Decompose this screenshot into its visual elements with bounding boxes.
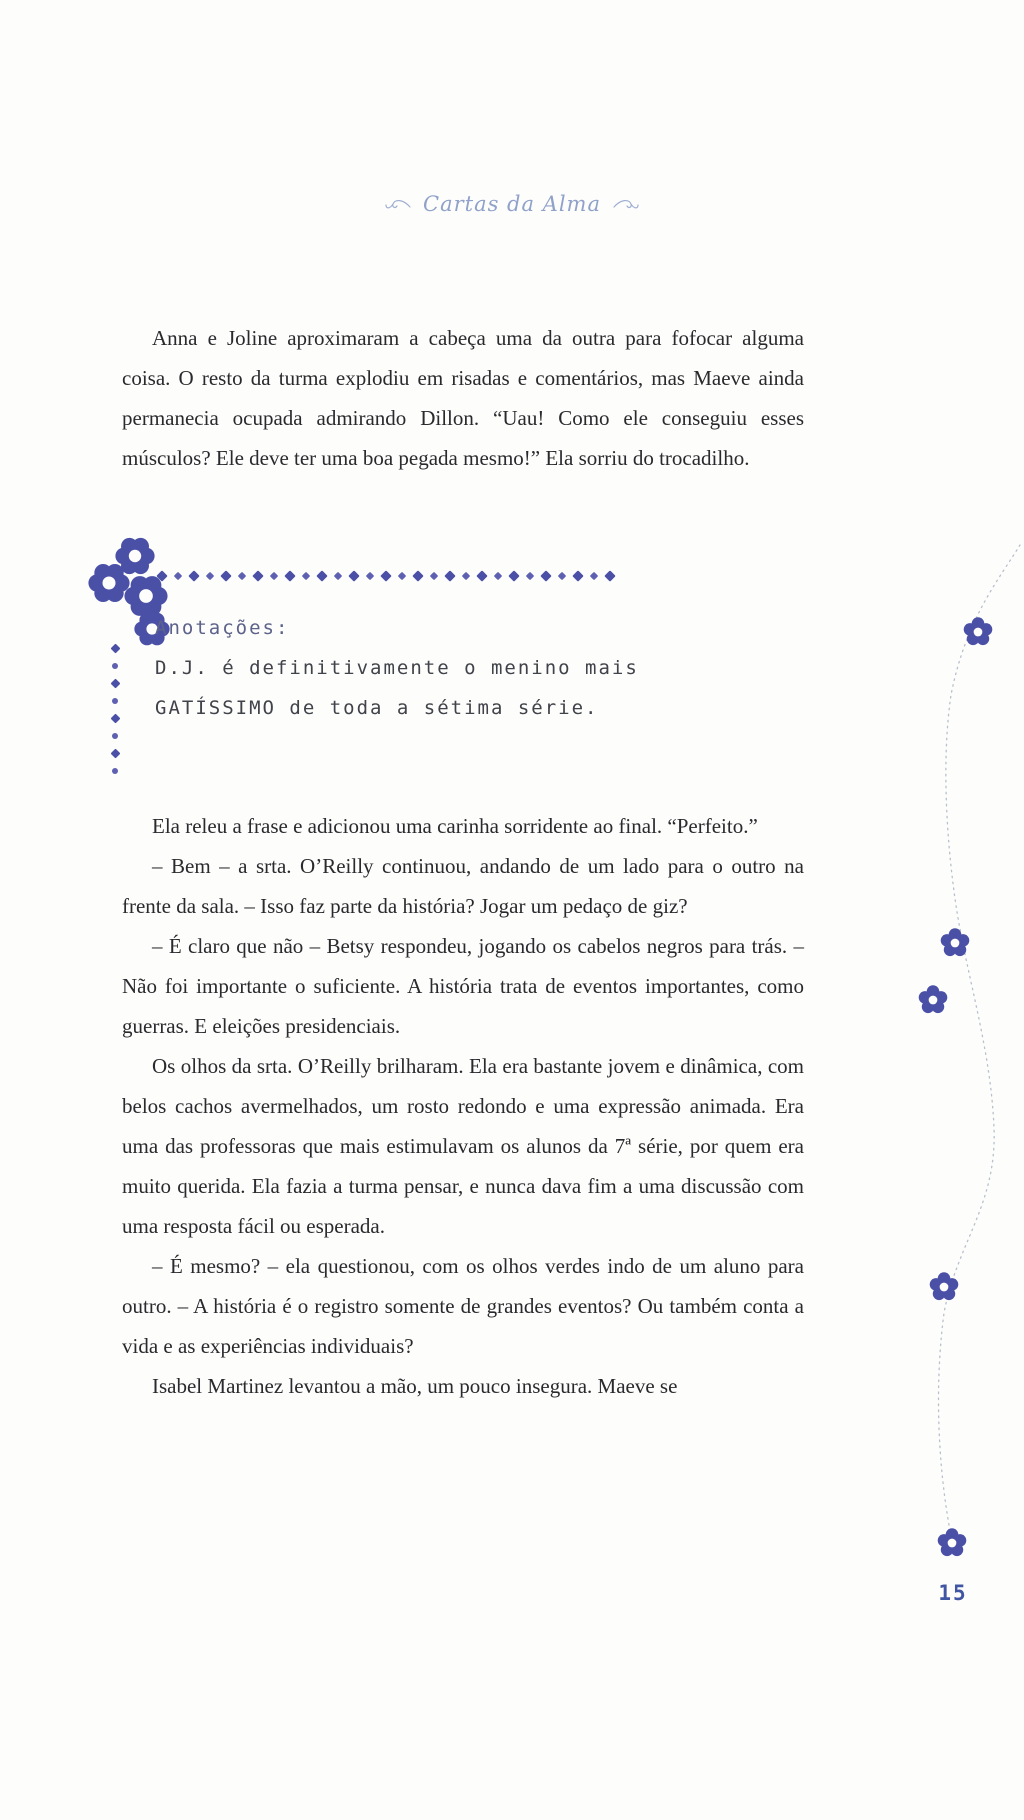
page-number: 15 <box>938 1581 968 1605</box>
page-title: Cartas da Alma <box>423 192 601 216</box>
flower-icon <box>963 617 993 647</box>
paragraph: Isabel Martinez levantou a mão, um pouco insegura. Maeve se <box>152 1374 678 1398</box>
running-head <box>0 192 1024 216</box>
diamond-dot-border-left <box>110 645 120 795</box>
annotations-text <box>155 608 639 728</box>
paragraph: Os olhos da srta. O’Reilly brilharam. Ela era bastante jovem e dinâmica, com belos cachos avermelhados, um rosto redondo e uma expressão animada. Era uma das professoras que mais estimulavam os alunos da 7ª série, por quem era muito querida. Ela fazia a turma pensar, e nunca dava fim a uma discussão com uma resposta fácil ou esperada. <box>122 1054 804 1238</box>
annotation-line: D.J. é definitivamente o menino mais <box>155 657 639 679</box>
paragraph: – É mesmo? – ela questionou, com os olhos verdes indo de um aluno para outro. – A história é o registro somente de grandes eventos? Ou também conta a vida e as experiências individuais? <box>122 1254 804 1358</box>
annotations-heading: Anotações: <box>155 617 290 639</box>
paragraph: Anna e Joline aproximaram a cabeça uma da outra para fofocar alguma coisa. O resto da turma explodiu em risadas e comentários, mas Maeve ainda permanecia ocupada admirando Dillon. “Uau! Como ele conseguiu esses músculos? Ele deve ter uma boa pegada mesmo!” Ela sorriu do trocadilho. <box>122 326 804 470</box>
flower-icon <box>918 985 948 1015</box>
paragraph: – É claro que não – Betsy respondeu, jogando os cabelos negros para trás. – Não foi importante o suficiente. A história trata de eventos importantes, como guerras. E eleições presidenciais. <box>122 934 804 1038</box>
flourish-icon <box>385 197 411 211</box>
diamond-dot-border-top <box>158 570 658 582</box>
annotation-line: GATÍSSIMO de toda a sétima série. <box>155 697 599 719</box>
paragraph: – Bem – a srta. O’Reilly continuou, andando de um lado para o outro na frente da sala. – Isso faz parte da história? Jogar um pedaço de giz? <box>122 854 804 918</box>
flower-icon <box>937 1528 967 1558</box>
paragraph-block <box>122 806 804 1406</box>
flourish-icon <box>613 197 639 211</box>
paragraph: Ela releu a frase e adicionou uma carinha sorridente ao final. “Perfeito.” <box>152 814 758 838</box>
flower-icon <box>940 928 970 958</box>
flower-icon <box>929 1272 959 1302</box>
paragraph-block <box>122 318 804 478</box>
